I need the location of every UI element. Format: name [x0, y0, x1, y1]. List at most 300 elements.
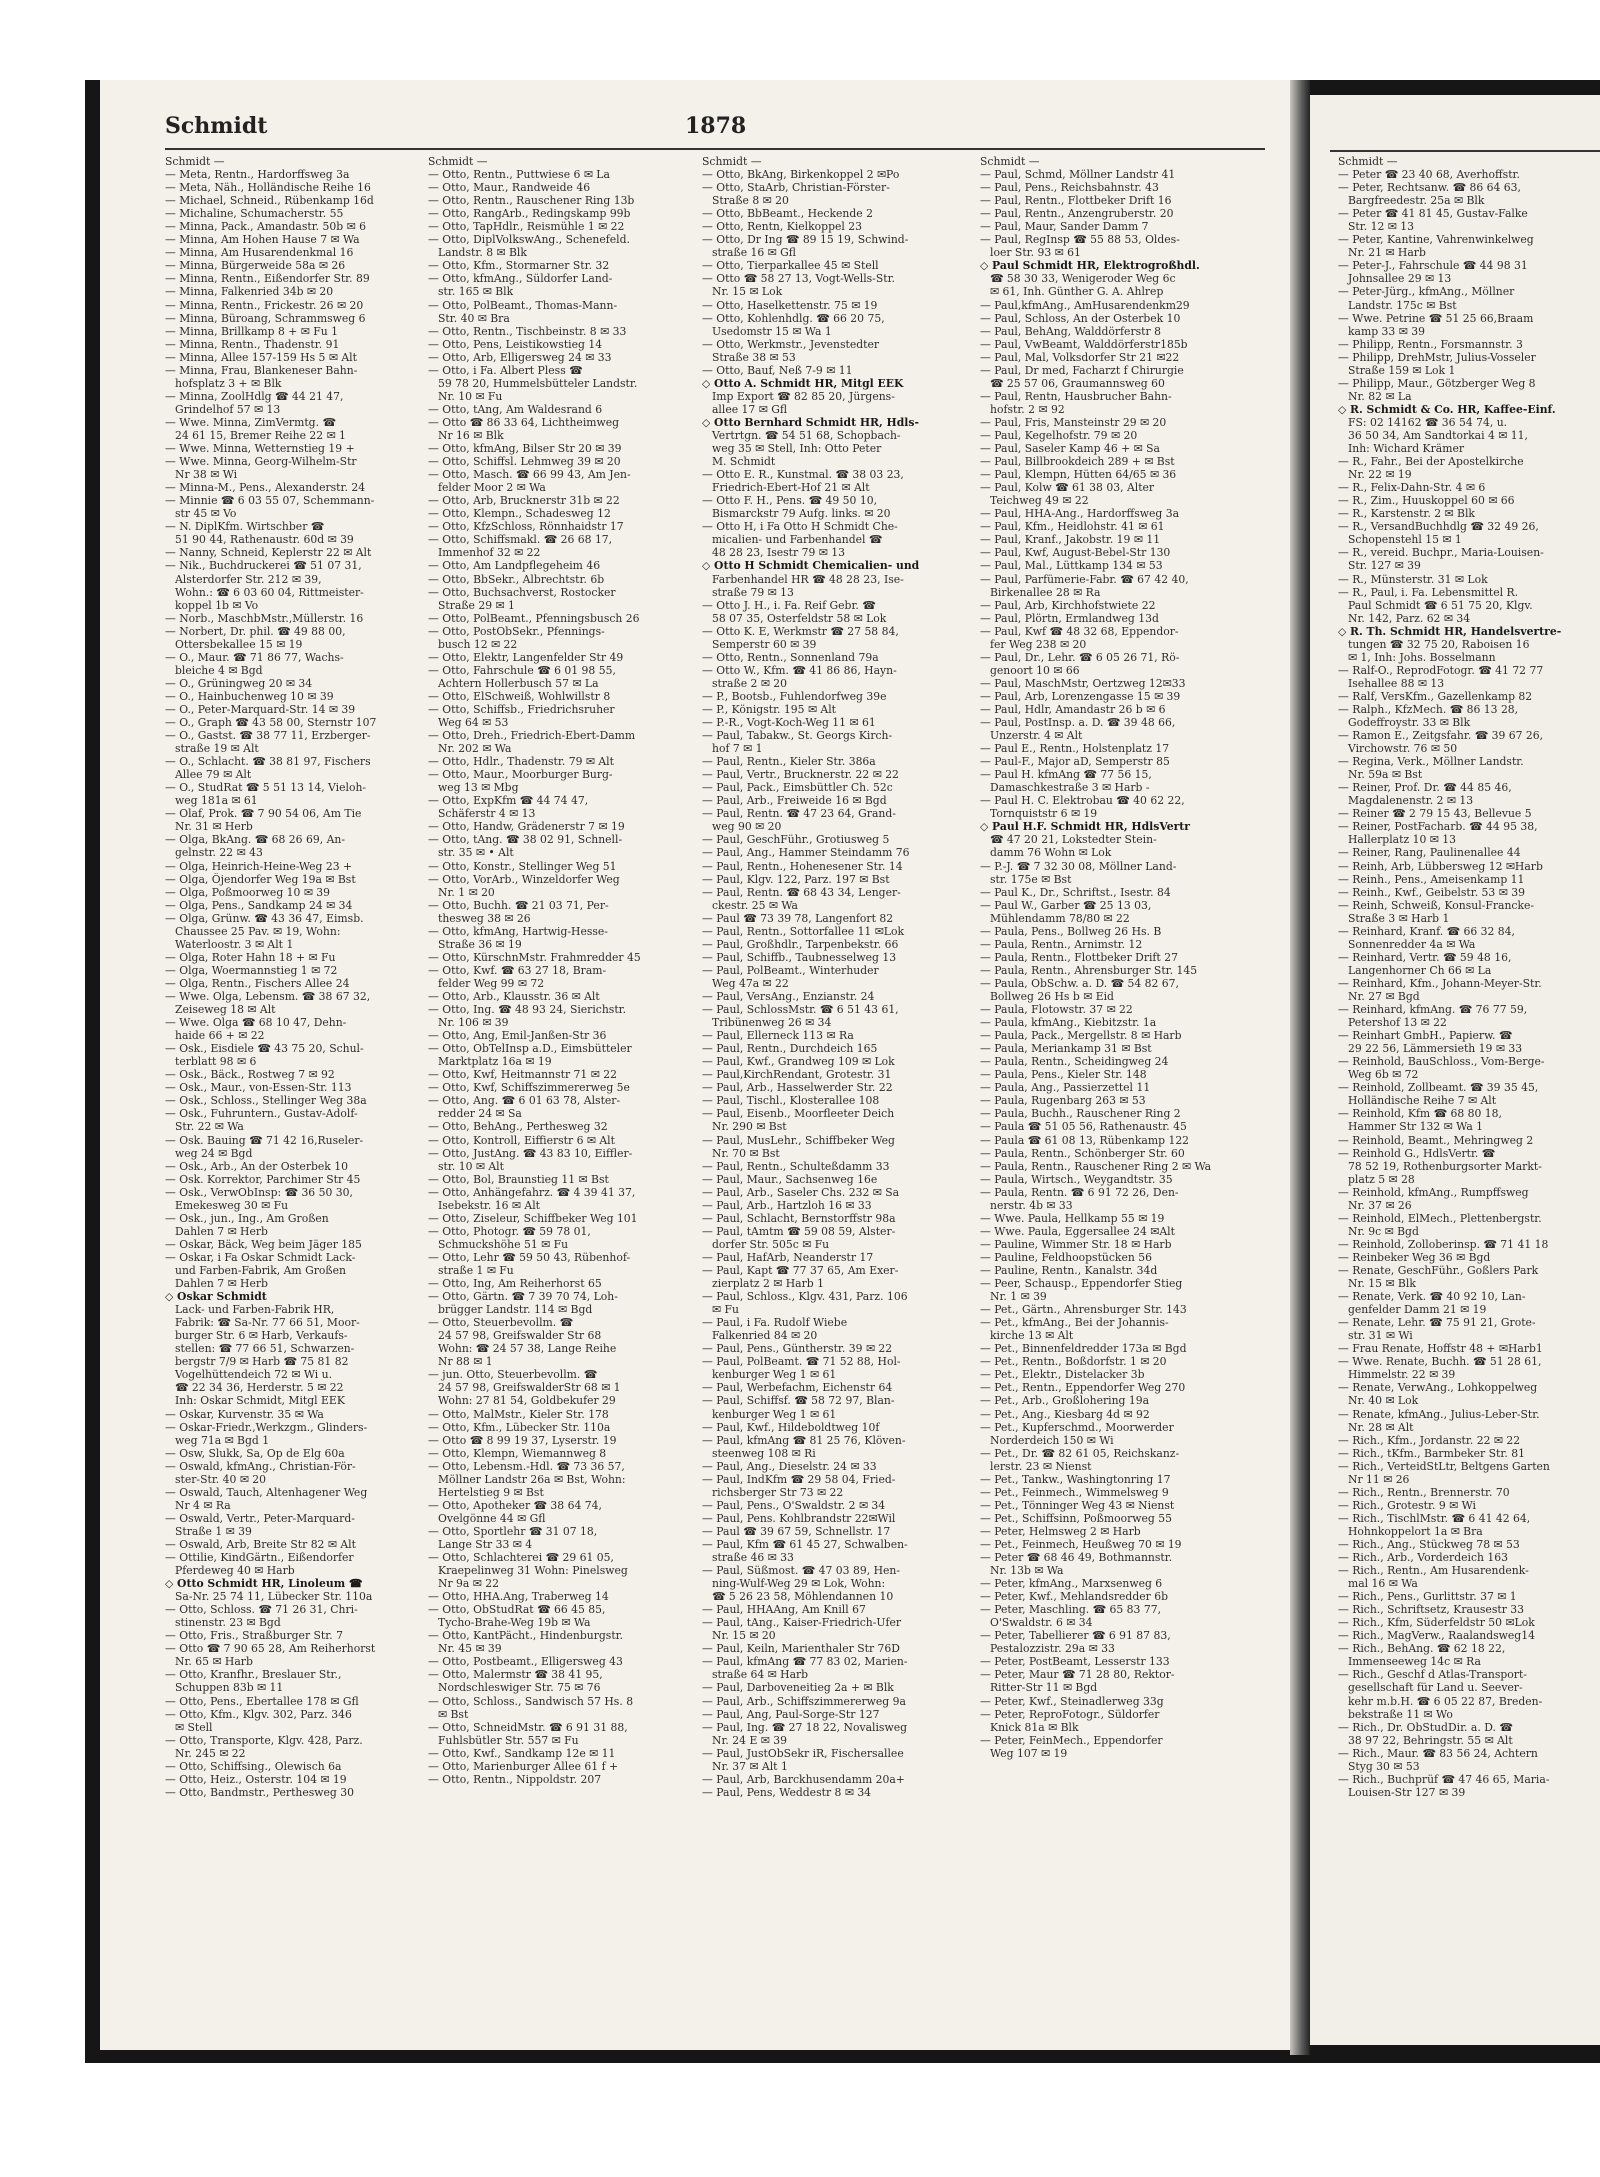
directory-entry-line: straße 2 ✉ 20	[712, 676, 788, 690]
directory-entry-line: terblatt 98 ✉ 6	[175, 1055, 257, 1069]
directory-entry-line: — Paula, kfmAng., Kiebitzstr. 1a	[980, 1016, 1157, 1030]
directory-entry-line: brügger Landstr. 114 ✉ Bgd	[438, 1303, 593, 1317]
directory-entry-line: — Otto, Bandmstr., Perthesweg 30	[165, 1785, 355, 1799]
directory-entry-line: kenburger Weg 1 ✉ 61	[712, 1407, 837, 1421]
directory-entry-line: Weg 47a ✉ 22	[712, 976, 789, 990]
directory-entry-line: — Paul, Kwf., Hildeboldtweg 10f	[702, 1420, 880, 1434]
directory-entry-line: — Paul, Schiffsf. ☎ 58 72 97, Blan-	[702, 1394, 895, 1408]
directory-entry-line: ✉ Fu	[712, 1303, 739, 1317]
directory-entry-line: Vertrtgn. ☎ 54 51 68, Schopbach-	[712, 428, 901, 442]
directory-entry-line: — Osk., Schloss., Stellinger Weg 38a	[165, 1094, 367, 1108]
directory-entry-line: — Peter, Helmsweg 2 ✉ Harb	[980, 1524, 1141, 1538]
directory-entry-line: Dahlen 7 ✉ Herb	[175, 1224, 268, 1238]
directory-entry-line: — Rich., Dr. ObStudDir. a. D. ☎	[1338, 1720, 1513, 1734]
directory-entry-line: — Otto, Hdlr., Thadenstr. 79 ✉ Alt	[428, 755, 614, 769]
directory-entry-line: — Reinhard, kfmAng. ☎ 76 77 59,	[1338, 1003, 1528, 1017]
directory-entry-line: — Paul, Maur., Sachsenweg 16e	[702, 1172, 878, 1186]
directory-entry-line: ◇ Paul Schmidt HR, Elektrogroßhdl.	[980, 259, 1200, 273]
directory-entry-line: — Minnie ☎ 6 03 55 07, Schemmann-	[165, 494, 375, 508]
directory-entry-line: — Paula, Meriankamp 31 ✉ Bst	[980, 1042, 1152, 1056]
directory-entry-line: — Otto ☎ 86 33 64, Lichtheimweg	[428, 415, 620, 429]
directory-entry-line: 24 61 15, Bremer Reihe 22 ✉ 1	[175, 428, 346, 442]
directory-entry-line: — Paul H. kfmAng ☎ 77 56 15,	[980, 768, 1152, 782]
directory-entry-line: genoort 10 ✉ 66	[990, 663, 1080, 677]
directory-entry-line: kenburger Weg 1 ✉ 61	[712, 1368, 837, 1382]
directory-entry-line: — Paul, Kolw ☎ 61 38 03, Alter	[980, 481, 1155, 495]
directory-entry-line: ✉ 61, Inh. Günther G. A. Ahlrep	[990, 285, 1164, 299]
directory-entry-line: — Rich., VerteidStLtr, Beltgens Garten	[1338, 1459, 1550, 1473]
directory-entry-line: Schmuckshöhe 51 ✉ Fu	[438, 1237, 569, 1251]
directory-entry-line: — Otto, Marienburger Allee 61 f +	[428, 1759, 619, 1773]
directory-entry-line: — Renate, GeschFühr., Goßlers Park	[1338, 1263, 1539, 1277]
directory-entry-line: straße 1 ✉ Fu	[438, 1263, 514, 1277]
directory-entry-line: — Renate, kfmAng., Julius-Leber-Str.	[1338, 1407, 1540, 1421]
directory-entry-line: — Paul ☎ 73 39 78, Langenfort 82	[702, 911, 894, 925]
directory-entry-line: — Otto, Steuerbevollm. ☎	[428, 1316, 574, 1330]
directory-entry-line: — Wwe. Paula, Hellkamp 55 ✉ 19	[980, 1211, 1165, 1225]
directory-entry-line: — Pet., Tankw., Washingtonring 17	[980, 1472, 1171, 1486]
directory-entry-line: — Reinhart GmbH., Papierw. ☎	[1338, 1029, 1513, 1043]
directory-entry-line: — Peter, Kantine, Vahrenwinkelweg	[1338, 233, 1534, 247]
directory-entry-line: Nr. 10 ✉ Fu	[438, 389, 503, 403]
directory-entry-line: — Otto, ElSchweiß, Wohlwillstr 8	[428, 689, 611, 703]
directory-entry-line: — Pauline, Rentn., Kanalstr. 34d	[980, 1263, 1158, 1277]
directory-entry-line: gesellschaft für Land u. Seever-	[1348, 1681, 1523, 1695]
directory-entry-line: Nr. 21 ✉ Harb	[1348, 246, 1426, 260]
directory-entry-line: — Otto ☎ 8 99 19 37, Lyserstr. 19	[428, 1433, 617, 1447]
directory-entry-line: — P., Königstr. 195 ✉ Alt	[702, 702, 837, 716]
directory-entry-line: Str. 22 ✉ Wa	[175, 1120, 244, 1134]
directory-entry-line: gelnstr. 22 ✉ 43	[175, 846, 263, 860]
directory-entry-line: — Pauline, Feldhoopstücken 56	[980, 1250, 1152, 1264]
directory-entry-line: — Paul, HHA-Ang., Hardorffsweg 3a	[980, 507, 1180, 521]
directory-entry-line: — R., Zim., Huuskoppel 60 ✉ 66	[1338, 494, 1515, 508]
directory-entry-line: — Minna, Am Husarendenkmal 16	[165, 246, 354, 260]
column-heading: Schmidt —	[980, 155, 1040, 168]
directory-entry-line: — Pet., Binnenfeldredder 173a ✉ Bgd	[980, 1342, 1187, 1356]
directory-entry-line: bekstraße 11 ✉ Wo	[1348, 1707, 1453, 1721]
directory-entry-line: ✉ Bst	[438, 1707, 469, 1721]
directory-entry-line: — Paula, Pens., Kieler Str. 148	[980, 1068, 1147, 1082]
directory-entry-line: — Otto, Dr Ing ☎ 89 15 19, Schwind-	[702, 233, 909, 247]
directory-entry-line: — Paula, Rentn., Ahrensburger Str. 145	[980, 963, 1198, 977]
column-heading: Schmidt —	[428, 155, 488, 168]
directory-entry-line: FS: 02 14162 ☎ 36 54 74, u.	[1348, 415, 1508, 429]
directory-entry-line: — Peter ☎ 68 46 49, Bothmannstr.	[980, 1551, 1173, 1565]
directory-entry-line: Nr. 65 ✉ Harb	[175, 1655, 253, 1669]
directory-entry-line: straße 64 ✉ Harb	[712, 1668, 809, 1682]
directory-entry-line: — Paul, Pens., Reichsbahnstr. 43	[980, 181, 1159, 195]
directory-entry-line: — Paul H. C. Elektrobau ☎ 40 62 22,	[980, 794, 1185, 808]
directory-entry-line: tungen ☎ 32 75 20, Raboisen 16	[1348, 637, 1530, 651]
directory-entry-line: Nr. 106 ✉ 39	[438, 1016, 509, 1030]
page-number: 1878	[685, 113, 747, 139]
directory-entry-line: — Otto, StaArb, Christian-Förster-	[702, 181, 890, 195]
directory-entry-line: Bismarckstr 79 Aufg. links. ✉ 20	[712, 507, 891, 521]
directory-entry-line: — Otto, kfmAng., Süldorfer Land-	[428, 272, 613, 286]
directory-entry-line: Nr. 9c ✉ Bgd	[1348, 1224, 1419, 1238]
directory-entry-line: — Reinh., Pens., Ameisenkamp 11	[1338, 872, 1525, 886]
directory-entry-line: Nr. 70 ✉ Bst	[712, 1146, 780, 1160]
directory-entry-line: Inh: Wichard Krämer	[1348, 442, 1464, 456]
directory-entry-line: — Paul, Plörtn, Ermlandweg 13d	[980, 611, 1159, 625]
directory-entry-line: busch 12 ✉ 22	[438, 637, 518, 651]
directory-entry-line: — Otto, BbSekr., Albrechtstr. 6b	[428, 572, 605, 586]
directory-entry-line: Immenseeweg 14c ✉ Ra	[1348, 1655, 1481, 1669]
directory-entry-line: — Otto, Kfm., Lübecker Str. 110a	[428, 1420, 611, 1434]
directory-entry-line: — Otto, Fris., Straßburger Str. 7	[165, 1629, 343, 1643]
directory-entry-line: ◇ Oskar Schmidt	[165, 1290, 267, 1304]
directory-entry-line: Straße 36 ✉ 19	[438, 937, 522, 951]
book-gutter	[1290, 80, 1310, 2055]
directory-entry-line: Tribünenweg 26 ✉ 34	[712, 1016, 832, 1030]
directory-entry-line: — Rich., Maur. ☎ 83 56 24, Achtern	[1338, 1746, 1538, 1760]
directory-entry-line: — Reinhold, Kfm ☎ 68 80 18,	[1338, 1107, 1502, 1121]
directory-entry-line: Nr 38 ✉ Wi	[175, 468, 238, 482]
directory-entry-line: kehr m.b.H. ☎ 6 05 22 87, Breden-	[1348, 1694, 1543, 1708]
directory-entry-line: — Paul, Mal, Volksdorfer Str 21 ✉22	[980, 350, 1180, 364]
directory-entry-line: — Rich., Buchprüf ☎ 47 46 65, Maria-	[1338, 1772, 1550, 1786]
directory-entry-line: — Wwe. Petrine ☎ 51 25 66,Braam	[1338, 311, 1534, 325]
directory-entry-line: — Otto, Kfm., Klgv. 302, Parz. 346	[165, 1707, 352, 1721]
directory-entry-line: ☎ 47 20 21, Lokstedter Stein-	[990, 833, 1157, 847]
directory-entry-line: Nr. 82 ✉ La	[1348, 389, 1412, 403]
directory-entry-line: — Otto, Kohlenhdlg. ☎ 66 20 75,	[702, 311, 885, 325]
directory-entry-line: — Rich., Rentn., Am Husarendenk-	[1338, 1564, 1529, 1578]
column-heading: Schmidt —	[702, 155, 762, 168]
directory-entry-line: — Paul, Pens. Kohlbrandstr 22✉Wil	[702, 1511, 896, 1525]
directory-entry-line: — Frau Renate, Hoffstr 48 + ✉Harb1	[1338, 1342, 1543, 1356]
directory-entry-line: — Otto, Elektr, Langenfelder Str 49	[428, 650, 624, 664]
directory-entry-line: Ovelgönne 44 ✉ Gfl	[438, 1511, 546, 1525]
directory-entry-line: — Otto, Konstr., Stellinger Weg 51	[428, 859, 617, 873]
directory-entry-line: 48 28 23, Isestr 79 ✉ 13	[712, 546, 845, 560]
directory-entry-line: Teichweg 49 ✉ 22	[990, 494, 1089, 508]
directory-entry-line: Hallerplatz 10 ✉ 13	[1348, 833, 1456, 847]
directory-entry-line: — Rich., Kfm., Jordanstr. 22 ✉ 22	[1338, 1433, 1521, 1447]
directory-entry-line: Nr. 59a ✉ Bst	[1348, 768, 1423, 782]
right-page-header-rule	[1330, 150, 1600, 152]
directory-entry-line: — Meta, Näh., Holländische Reihe 16	[165, 181, 371, 195]
directory-entry-line: — Osk., Arb., An der Osterbek 10	[165, 1159, 348, 1173]
directory-entry-line: Nr. 28 ✉ Alt	[1348, 1420, 1414, 1434]
directory-entry-line: Paul Schmidt ☎ 6 51 75 20, Klgv.	[1348, 598, 1533, 612]
directory-entry-line: — Otto, Handw, Grädenerstr 7 ✉ 19	[428, 820, 625, 834]
directory-entry-line: — Otto, PolBeamt., Pfenningsbusch 26	[428, 611, 640, 625]
directory-entry-line: — Otto, Ing, Am Reiherhorst 65	[428, 1277, 602, 1291]
directory-entry-line: — Minna, Büroang, Schrammsweg 6	[165, 311, 366, 325]
directory-entry-line: — Paula, Wirtsch., Weygandtstr. 35	[980, 1172, 1173, 1186]
directory-entry-line: — Paul, Dr., Lehr. ☎ 6 05 26 71, Rö-	[980, 650, 1180, 664]
directory-entry-line: — P.-R., Vogt-Koch-Weg 11 ✉ 61	[702, 716, 876, 730]
directory-entry-line: Nr. 40 ✉ Lok	[1348, 1394, 1419, 1408]
directory-entry-line: — Paul, Schiffb., Taubnesselweg 13	[702, 950, 897, 964]
directory-entry-line: Petershof 13 ✉ 22	[1348, 1016, 1447, 1030]
directory-entry-line: — Otto, Bauf, Neß 7-9 ✉ 11	[702, 363, 853, 377]
directory-entry-line: 58 07 35, Osterfeldstr 58 ✉ Lok	[712, 611, 887, 625]
directory-entry-line: — Nanny, Schneid, Keplerstr 22 ✉ Alt	[165, 546, 372, 560]
directory-entry-line: Wohn: ☎ 24 57 38, Lange Reihe	[438, 1342, 617, 1356]
directory-entry-line: — Paul, Rentn, Hausbrucher Bahn-	[980, 389, 1172, 403]
directory-entry-line: — O., Hainbuchenweg 10 ✉ 39	[165, 689, 334, 703]
directory-entry-line: ◇ Otto H Schmidt Chemicalien- und	[702, 559, 920, 573]
directory-entry-line: Nr. 22 ✉ 19	[1348, 468, 1412, 482]
directory-entry-line: — Oskar, i Fa Oskar Schmidt Lack-	[165, 1250, 356, 1264]
directory-entry-line: — Paula ☎ 51 05 56, Rathenaustr. 45	[980, 1120, 1187, 1134]
directory-entry-line: — Peter ☎ 41 81 45, Gustav-Falke	[1338, 207, 1528, 221]
directory-entry-line: thesweg 38 ✉ 26	[438, 911, 531, 925]
directory-entry-line: — Paul, GeschFühr., Grotiusweg 5	[702, 833, 890, 847]
directory-entry-line: Vogelhüttendeich 72 ✉ Wi u.	[175, 1368, 333, 1382]
directory-entry-line: — Otto, Ziseleur, Schiffbeker Weg 101	[428, 1211, 638, 1225]
directory-entry-line: — Pet., Gärtn., Ahrensburger Str. 143	[980, 1303, 1187, 1317]
directory-entry-line: — Wwe. Renate, Buchh. ☎ 51 28 61,	[1338, 1355, 1542, 1369]
directory-entry-line: Möllner Landstr 26a ✉ Bst, Wohn:	[438, 1472, 626, 1486]
directory-entry-line: redder 24 ✉ Sa	[438, 1107, 522, 1121]
directory-entry-line: 24 57 98, GreifswalderStr 68 ✉ 1	[438, 1381, 621, 1395]
directory-entry-line: — Otto ☎ 7 90 65 28, Am Reiherhorst	[165, 1642, 376, 1656]
directory-entry-line: Nr. 15 ✉ Lok	[712, 285, 783, 299]
directory-column-4	[980, 155, 1252, 2040]
directory-entry-line: — Peter, FeinMech., Eppendorfer	[980, 1733, 1163, 1747]
directory-entry-line: — Pet., Feinmech, Heußweg 70 ✉ 19	[980, 1537, 1182, 1551]
directory-entry-line: Alsterdorfer Str. 212 ✉ 39,	[175, 572, 322, 586]
directory-entry-line: Straße 1 ✉ 39	[175, 1524, 252, 1538]
directory-entry-line: — Minna, Brillkamp 8 + ✉ Fu 1	[165, 324, 338, 338]
directory-entry-line: — Peter, Kwf., Steinadlerweg 33g	[980, 1694, 1164, 1708]
directory-entry-line: — Rich., MagVerw., Raalandsweg14	[1338, 1629, 1535, 1643]
directory-entry-line: Imp Export ☎ 82 85 20, Jürgens-	[712, 389, 895, 403]
directory-entry-line: — R., Fahr., Bei der Apostelkirche	[1338, 455, 1524, 469]
directory-entry-line: — Reinhold G., HdlsVertr. ☎	[1338, 1146, 1496, 1160]
directory-entry-line: — Paul, Billbrookdeich 289 + ✉ Bst	[980, 455, 1175, 469]
directory-entry-line: — Pet., Arb., Großlohering 19a	[980, 1394, 1150, 1408]
directory-entry-line: — Paul ☎ 39 67 59, Schnellstr. 17	[702, 1524, 891, 1538]
directory-entry-line: — Otto, Pens, Leistikowstieg 14	[428, 337, 603, 351]
directory-entry-line: — Renate, Verk. ☎ 40 92 10, Lan-	[1338, 1290, 1526, 1304]
directory-entry-line: — Otto F. H., Pens. ☎ 49 50 10,	[702, 494, 877, 508]
directory-column-1	[165, 155, 437, 2040]
directory-entry-line: — Paul, Saseler Kamp 46 + ✉ Sa	[980, 442, 1160, 456]
directory-entry-line: — Philipp, Rentn., Forsmannstr. 3	[1338, 337, 1523, 351]
directory-entry-line: — Otto K. E, Werkmstr ☎ 27 58 84,	[702, 624, 899, 638]
directory-entry-line: Johnsallee 29 ✉ 13	[1348, 272, 1452, 286]
directory-entry-line: weg 90 ✉ 20	[712, 820, 782, 834]
directory-entry-line: — Paula, Rentn., Scheidingweg 24	[980, 1055, 1169, 1069]
directory-entry-line: — Rich., Schriftsetz, Krausestr 33	[1338, 1603, 1525, 1617]
directory-entry-line: 51 90 44, Rathenaustr. 60d ✉ 39	[175, 533, 354, 547]
directory-entry-line: — Otto, Kfm., Stormarner Str. 32	[428, 259, 610, 273]
directory-entry-line: — Wwe. Paula, Eggersallee 24 ✉Alt	[980, 1224, 1175, 1238]
directory-entry-line: — Paul, JustObSekr iR, Fischersallee	[702, 1746, 904, 1760]
directory-entry-line: ckestr. 25 ✉ Wa	[712, 898, 798, 912]
directory-entry-line: — Norbert, Dr. phil. ☎ 49 88 00,	[165, 624, 346, 638]
directory-entry-line: Farbenhandel HR ☎ 48 28 23, Ise-	[712, 572, 904, 586]
directory-entry-line: Allee 79 ✉ Alt	[175, 768, 252, 782]
directory-entry-line: — O., StudRat ☎ 5 51 13 14, Vieloh-	[165, 781, 367, 795]
directory-entry-line: — Otto, Masch. ☎ 66 99 43, Am Jen-	[428, 468, 631, 482]
directory-entry-line: stinenstr. 23 ✉ Bgd	[175, 1616, 281, 1630]
directory-entry-line: — Ramon E., Zeitgsfahr. ☎ 39 67 26,	[1338, 729, 1544, 743]
directory-entry-line: — Paul, Rentn., Hohenesener Str. 14	[702, 859, 903, 873]
directory-entry-line: — O., Grüningweg 20 ✉ 34	[165, 676, 313, 690]
column-heading: Schmidt —	[165, 155, 225, 168]
directory-entry-line: Pferdeweg 40 ✉ Harb	[175, 1564, 295, 1578]
directory-entry-line: ◇ Otto Bernhard Schmidt HR, Hdls-	[702, 415, 919, 429]
directory-entry-line: str. 35 ✉ • Alt	[438, 846, 514, 860]
directory-entry-line: Nr. 1 ✉ 20	[438, 885, 495, 899]
directory-entry-line: — Paul, Parfümerie-Fabr. ☎ 67 42 40,	[980, 572, 1189, 586]
directory-entry-line: — Otto, KfzSchloss, Rönnhaidstr 17	[428, 520, 624, 534]
directory-entry-line: — Paul, SchlossMstr. ☎ 6 51 43 61,	[702, 1003, 899, 1017]
directory-entry-line: — Otto, Lebensm.-Hdl. ☎ 73 36 57,	[428, 1459, 625, 1473]
directory-entry-line: — Peer, Schausp., Eppendorfer Stieg	[980, 1277, 1183, 1291]
directory-entry-line: str. 31 ✉ Wi	[1348, 1329, 1413, 1343]
directory-entry-line: — Otto, Rentn., Nippoldstr. 207	[428, 1772, 602, 1786]
directory-entry-line: — Minna, Am Hohen Hause 7 ✉ Wa	[165, 233, 360, 247]
directory-entry-line: — Paul, Rentn. ☎ 47 23 64, Grand-	[702, 807, 896, 821]
directory-entry-line: — Paul, BehAng, Walddörferstr 8	[980, 324, 1161, 338]
directory-entry-line: — Paul, Schmd, Möllner Landstr 41	[980, 168, 1176, 182]
directory-entry-line: — Nik., Buchdruckerei ☎ 51 07 31,	[165, 559, 362, 573]
directory-entry-line: — R., vereid. Buchpr., Maria-Louisen-	[1338, 546, 1544, 560]
directory-entry-line: — Peter, ReproFotogr., Süldorfer	[980, 1707, 1160, 1721]
directory-entry-line: und Farben-Fabrik, Am Großen	[175, 1263, 346, 1277]
directory-entry-line: Straße 8 ✉ 20	[712, 194, 789, 208]
directory-entry-line: — Otto, KantPächt., Hindenburgstr.	[428, 1629, 624, 1643]
directory-entry-line: — Olga, Pens., Sandkamp 24 ✉ 34	[165, 898, 353, 912]
directory-entry-line: — R., Karstenstr. 2 ✉ Blk	[1338, 507, 1475, 521]
directory-entry-line: — Reinhold, Beamt., Mehringweg 2	[1338, 1133, 1534, 1147]
directory-entry-line: Godeffroystr. 33 ✉ Blk	[1348, 716, 1471, 730]
directory-entry-line: Pestalozzistr. 29a ✉ 33	[990, 1642, 1115, 1656]
directory-entry-line: — Paul, Kranf., Jakobstr. 19 ✉ 11	[980, 533, 1161, 547]
directory-entry-line: kirche 13 ✉ Alt	[990, 1329, 1074, 1343]
directory-entry-line: Zeiseweg 18 ✉ Alt	[175, 1003, 276, 1017]
directory-entry-line: Nr. 202 ✉ Wa	[438, 742, 512, 756]
directory-entry-line: 29 22 56, Lämmersieth 19 ✉ 33	[1348, 1042, 1523, 1056]
directory-entry-line: — Paul, Arb, Lorenzengasse 15 ✉ 39	[980, 689, 1181, 703]
directory-entry-line: — Paul, Arb., Hasselwerder Str. 22	[702, 1081, 893, 1095]
directory-entry-line: — Olga, Poßmoorweg 10 ✉ 39	[165, 885, 331, 899]
directory-entry-line: — Paul, Maur, Sander Damm 7	[980, 220, 1149, 234]
directory-entry-line: — Paul, MaschMstr, Oertzweg 12✉33	[980, 676, 1186, 690]
directory-entry-line: — Otto, MalMstr., Kieler Str. 178	[428, 1407, 609, 1421]
directory-entry-line: — Minna, ZoolHdlg ☎ 44 21 47,	[165, 389, 344, 403]
directory-entry-line: Isebekstr. 16 ✉ Alt	[438, 1198, 540, 1212]
directory-entry-line: allee 17 ✉ Gfl	[712, 402, 788, 416]
directory-entry-line: — Pet., Dr. ☎ 82 61 05, Reichskanz-	[980, 1446, 1180, 1460]
directory-entry-line: Nr. 45 ✉ 39	[438, 1642, 502, 1656]
directory-entry-line: Sonnenredder 4a ✉ Wa	[1348, 937, 1476, 951]
directory-entry-line: — Otto, Bol, Braunstieg 11 ✉ Bst	[428, 1172, 609, 1186]
directory-entry-line: koppel 1b ✉ Vo	[175, 598, 259, 612]
directory-entry-line: — Paul, Ing. ☎ 27 18 22, Novalisweg	[702, 1720, 908, 1734]
directory-entry-line: — Paul, Pens., O'Swaldstr. 2 ✉ 34	[702, 1498, 886, 1512]
directory-entry-line: — Pauline, Wimmer Str. 18 ✉ Harb	[980, 1237, 1172, 1251]
directory-entry-line: Chaussee 25 Pav. ✉ 19, Wohn:	[175, 924, 341, 938]
directory-entry-line: — Peter-J., Fahrschule ☎ 44 98 31	[1338, 259, 1528, 273]
directory-entry-line: — Otto, Maur., Randweide 46	[428, 181, 591, 195]
directory-entry-line: Holländische Reihe 7 ✉ Alt	[1348, 1094, 1497, 1108]
directory-entry-line: — Olga, Woermannstieg 1 ✉ 72	[165, 963, 338, 977]
directory-entry-line: — Peter, Rechtsanw. ☎ 86 64 63,	[1338, 181, 1521, 195]
directory-entry-line: — Otto, KürschnMstr. Frahmredder 45	[428, 950, 641, 964]
directory-entry-line: nerstr. 4b ✉ 33	[990, 1198, 1073, 1212]
directory-entry-line: — Oswald, Arb, Breite Str 82 ✉ Alt	[165, 1537, 356, 1551]
directory-entry-line: Marktplatz 16a ✉ 19	[438, 1055, 552, 1069]
directory-entry-line: — Paula, Rentn., Rauschener Ring 2 ✉ Wa	[980, 1159, 1212, 1173]
directory-entry-line: — Otto, Schiffsing., Olewisch 6a	[165, 1759, 342, 1773]
directory-entry-line: — Pet., kfmAng., Bei der Johannis-	[980, 1316, 1169, 1330]
directory-entry-line: — Otto, Schloss. ☎ 71 26 31, Chri-	[165, 1603, 358, 1617]
directory-entry-line: — Paul, Kwf ☎ 48 32 68, Eppendor-	[980, 624, 1179, 638]
directory-entry-line: Nr. 37 ✉ 26	[1348, 1198, 1412, 1212]
directory-entry-line: — Pet., Rentn., Boßdorfstr. 1 ✉ 20	[980, 1355, 1167, 1369]
directory-entry-line: Weg 6b ✉ 72	[1348, 1068, 1419, 1082]
directory-entry-line: Magdalenenstr. 2 ✉ 13	[1348, 794, 1474, 808]
directory-entry-line: — Paul, Arb, Barckhusendamm 20a+	[702, 1772, 905, 1786]
directory-entry-line: — Paul-F., Major aD, Semperstr 85	[980, 755, 1170, 769]
directory-entry-line: — Paul, Schloss, An der Osterbek 10	[980, 311, 1181, 325]
directory-entry-line: — Paul, Dr med, Facharzt f Chirurgie	[980, 363, 1184, 377]
directory-entry-line: lerstr. 23 ✉ Nienst	[990, 1459, 1092, 1473]
directory-entry-line: — Rich., Kfm, Süderfeldstr 50 ✉Lok	[1338, 1616, 1535, 1630]
directory-entry-line: — Oswald, Vertr., Peter-Marquard-	[165, 1511, 355, 1525]
directory-entry-line: — Otto, Buchh. ☎ 21 03 71, Per-	[428, 898, 609, 912]
directory-entry-line: — Otto, Rentn, Kielkoppel 23	[702, 220, 862, 234]
directory-entry-line: — Otto, Lehr ☎ 59 50 43, Rübenhof-	[428, 1250, 631, 1264]
directory-entry-line: — Paul, Rentn., Schulteßdamm 33	[702, 1159, 890, 1173]
directory-entry-line: — Paul, Arb., Freiweide 16 ✉ Bgd	[702, 794, 887, 808]
directory-entry-line: Straße 29 ✉ 1	[438, 598, 515, 612]
directory-entry-line: — Otto, Heiz., Osterstr. 104 ✉ 19	[165, 1772, 347, 1786]
directory-entry-line: — Otto, BkAng, Birkenkoppel 2 ✉Po	[702, 168, 900, 182]
directory-entry-line: — Rich., Ang., Stückweg 78 ✉ 53	[1338, 1537, 1520, 1551]
directory-entry-line: — Reiner, Rang, Paulinenallee 44	[1338, 846, 1521, 860]
directory-entry-line: Ritter-Str 11 ✉ Bgd	[990, 1681, 1098, 1695]
directory-entry-line: — Reinh, Arb, Lübbersweg 12 ✉Harb	[1338, 859, 1543, 873]
directory-entry-line: — Minna, Rentn., Thadenstr. 91	[165, 337, 340, 351]
directory-entry-line: — Otto, Fahrschule ☎ 6 01 98 55,	[428, 663, 616, 677]
directory-entry-line: — Otto, DiplVolkswAng., Schenefeld.	[428, 233, 630, 247]
directory-entry-line: — Paul, Kegelhofstr. 79 ✉ 20	[980, 428, 1138, 442]
directory-entry-line: — Paul, PolBeamt. ☎ 71 52 88, Hol-	[702, 1355, 901, 1369]
directory-entry-line: — Otto, ObTelInsp a.D., Eimsbütteler	[428, 1042, 632, 1056]
directory-entry-line: — Rich., tKfm., Barmbeker Str. 81	[1338, 1446, 1525, 1460]
directory-entry-line: — Paul, Kwf, August-Bebel-Str 130	[980, 546, 1171, 560]
directory-entry-line: — Minna, Falkenried 34b ✉ 20	[165, 285, 334, 299]
directory-entry-line: Wohn: 27 81 54, Goldbekufer 29	[438, 1394, 616, 1408]
directory-entry-line: Friedrich-Ebert-Hof 21 ✉ Alt	[712, 481, 870, 495]
directory-entry-line: ☎ 5 26 23 58, Möhlendannen 10	[712, 1590, 894, 1604]
directory-entry-line: — Osk. Korrektor, Parchimer Str 45	[165, 1172, 361, 1186]
directory-entry-line: — Otto, Apotheker ☎ 38 64 74,	[428, 1498, 602, 1512]
directory-entry-line: — Otto, Dreh., Friedrich-Ebert-Damm	[428, 729, 636, 743]
running-head	[165, 113, 1265, 149]
directory-entry-line: — Olga, Roter Hahn 18 + ✉ Fu	[165, 950, 336, 964]
directory-entry-line: Waterloostr. 3 ✉ Alt 1	[175, 937, 294, 951]
directory-entry-line: — Paul, kfmAng ☎ 81 25 76, Klöven-	[702, 1433, 906, 1447]
directory-entry-line: Schuppen 83b ✉ 11	[175, 1681, 284, 1695]
directory-entry-line: ✉ 1, Inh: Johs. Bosselmann	[1348, 650, 1496, 664]
directory-entry-line: — Otto, tAng, Am Waldesrand 6	[428, 402, 603, 416]
directory-entry-line: — Olga, Heinrich-Heine-Weg 23 +	[165, 859, 353, 873]
directory-entry-line: — Otto, Schlachterei ☎ 29 61 05,	[428, 1551, 614, 1565]
directory-column-5	[1338, 155, 1600, 2040]
directory-entry-line: — Pet., Schiffsinn, Poßmoorweg 55	[980, 1511, 1172, 1525]
directory-entry-line: — Paul, HafArb, Neanderstr 17	[702, 1250, 874, 1264]
